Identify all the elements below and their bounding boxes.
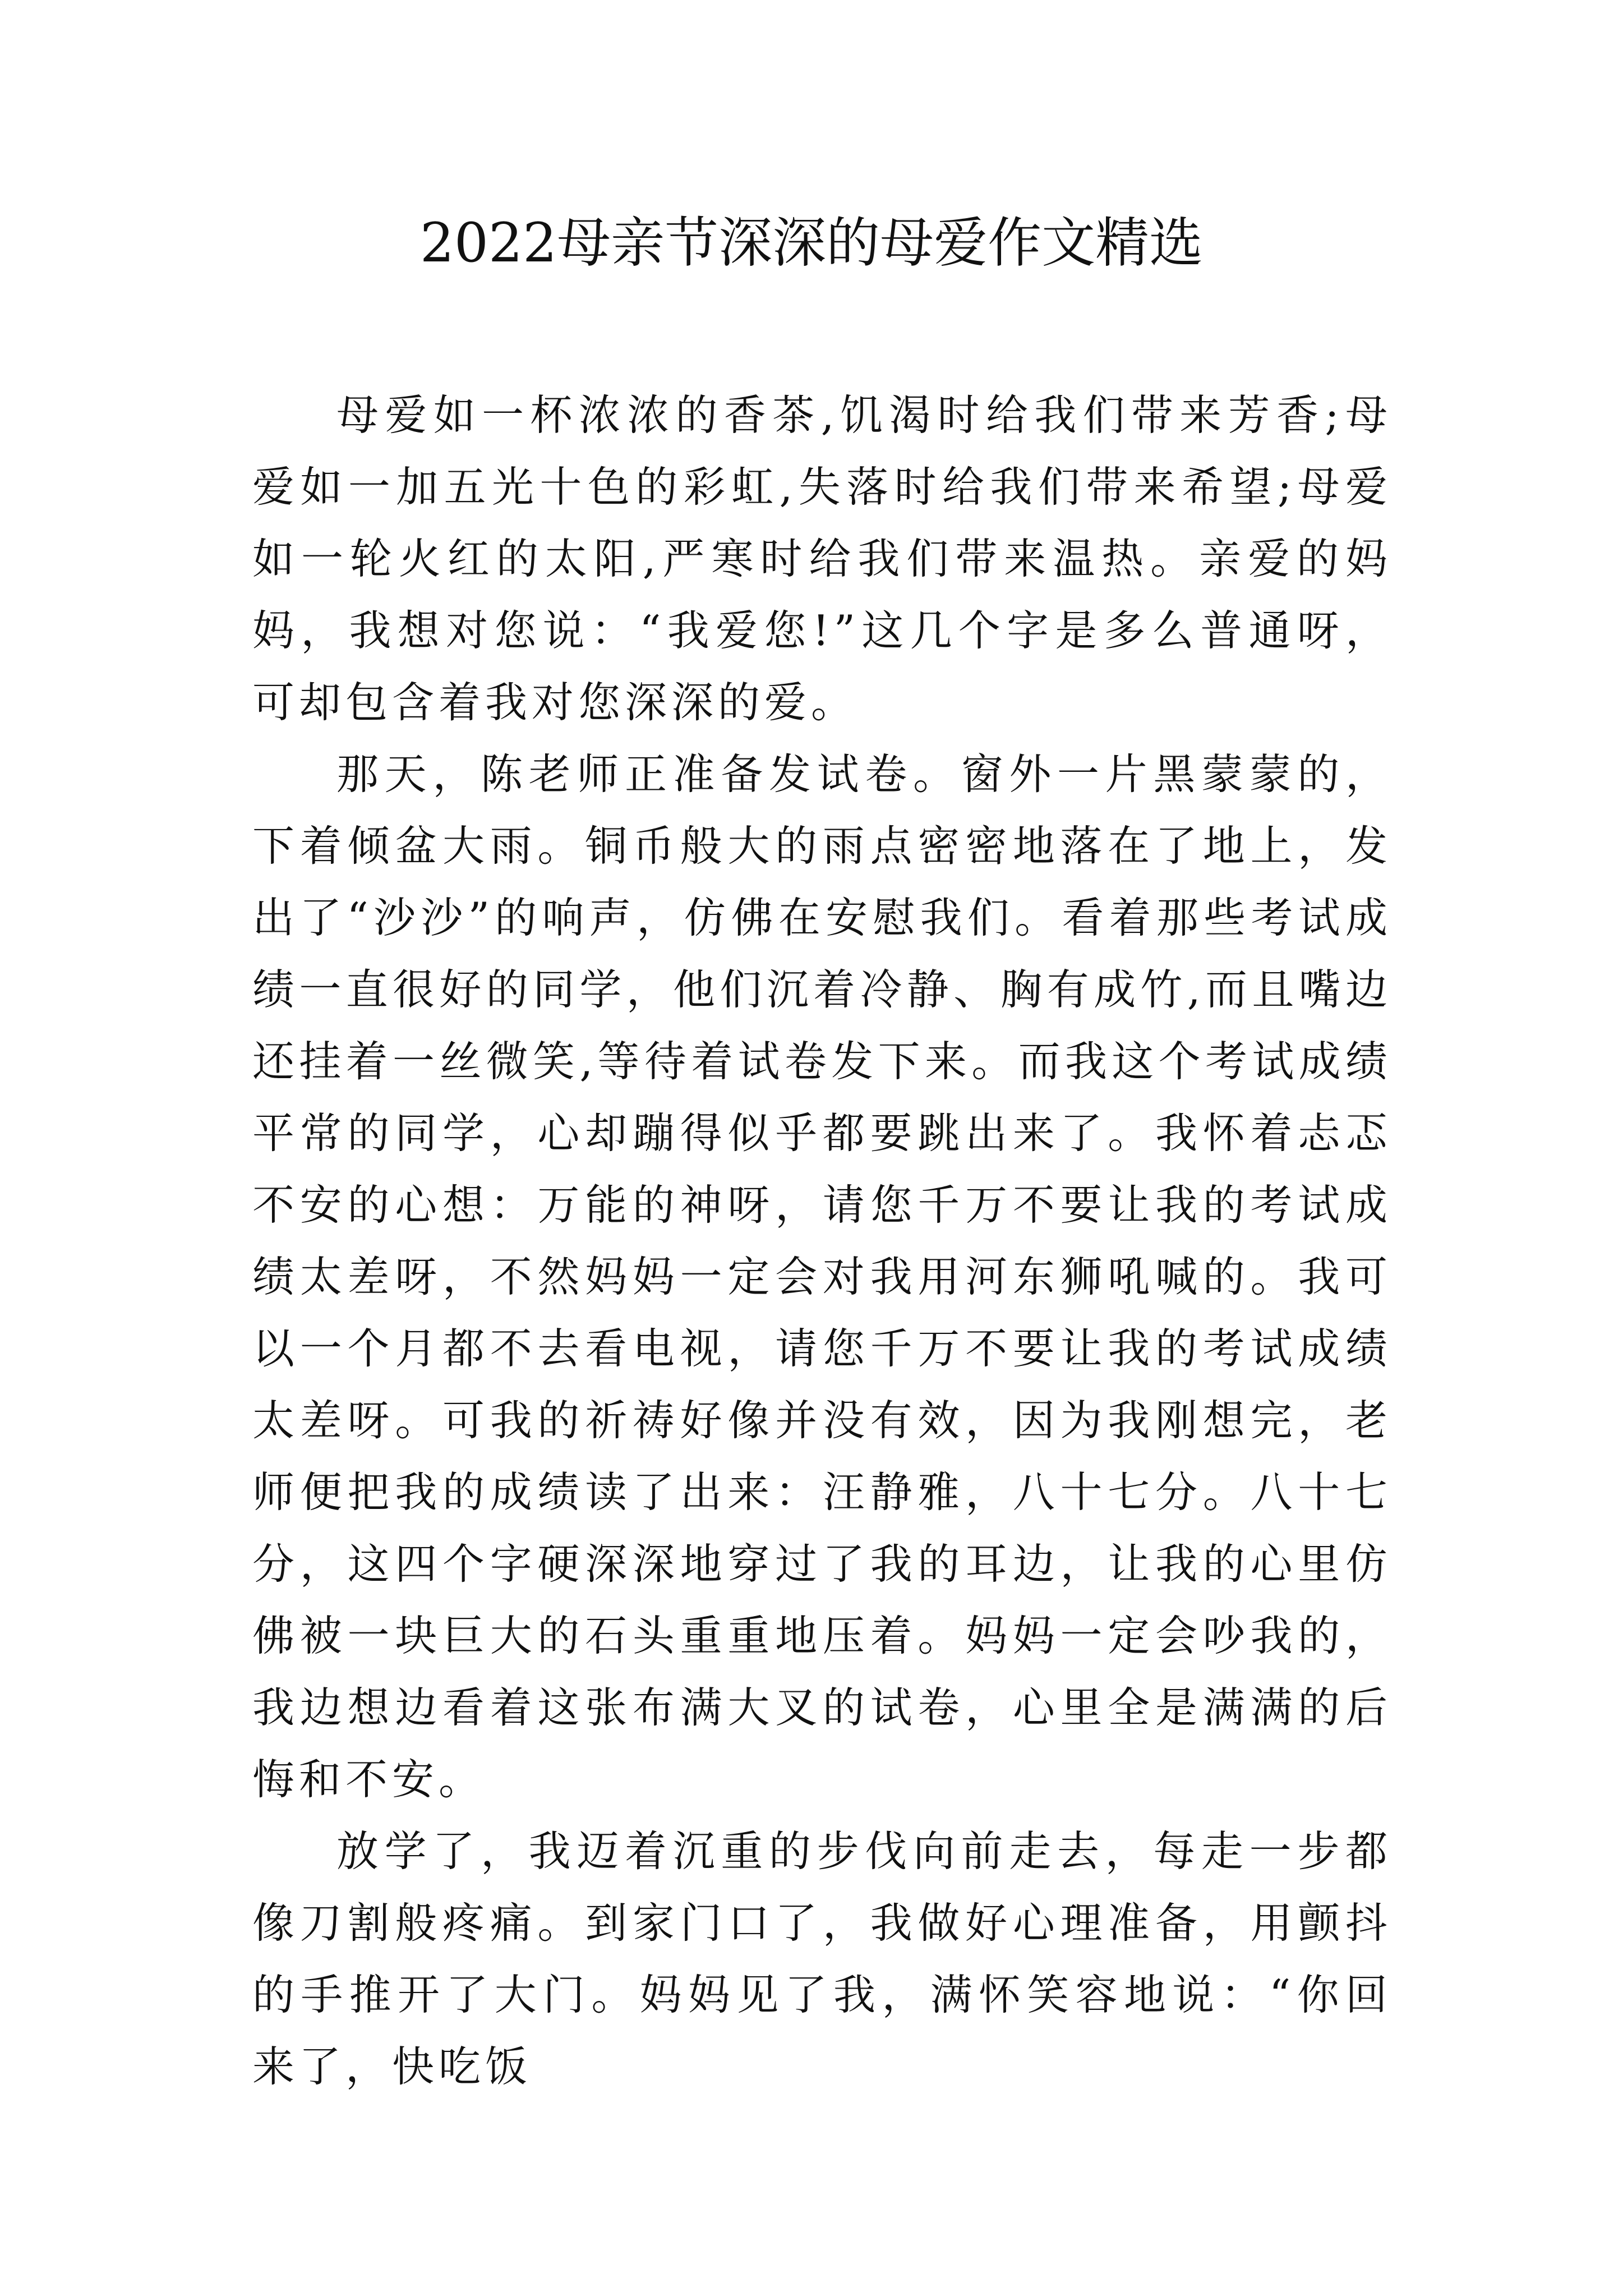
paragraph-2: 那天，陈老师正准备发试卷。窗外一片黑蒙蒙的，下着倾盆大雨。铜币般大的雨点密密地落在了地上，发出了“沙沙”的响声，仿佛在安慰我们。看着那些考试成绩一直很好的同学，他们沉着冷静、胸有成竹,而且嘴边还挂着一丝微笑,等待着试卷发下来。而我这个考试成绩平常的同学，心却蹦得似乎都要跳出来了。我怀着忐忑不安的心想：万能的神呀，请您千万不要让我的考试成绩太差呀，不然妈妈一定会对我用河东狮吼喊的。我可以一个月都不去看电视，请您千万不要让我的考试成绩太差呀。可我的祈祷好像并没有效，因为我刚想完，老师便把我的成绩读了出来：汪静雅，八十七分。八十七分，这四个字硬深深地穿过了我的耳边，让我的心里仿佛被一块巨大的石头重重地压着。妈妈一定会吵我的，我边想边看着这张布满大叉的试卷，心里全是满满的后悔和不安。 [252, 749, 1392, 1804]
document-body [252, 379, 1392, 2102]
document-title: 2022母亲节深深的母爱作文精选 [419, 211, 1204, 274]
paragraph-1: 母爱如一杯浓浓的香茶,饥渴时给我们带来芳香;母爱如一加五光十色的彩虹,失落时给我们带来希望;母爱如一轮火红的太阳,严寒时给我们带来温热。亲爱的妈妈，我想对您说：“我爱您!”这几个字是多么普通呀，可却包含着我对您深深的爱。 [252, 390, 1392, 727]
paragraph-3: 放学了，我迈着沉重的步伐向前走去，每走一步都像刀割般疼痛。到家门口了，我做好心理准备，用颤抖的手推开了大门。妈妈见了我，满怀笑容地说：“你回来了，快吃饭 [252, 1826, 1392, 2091]
